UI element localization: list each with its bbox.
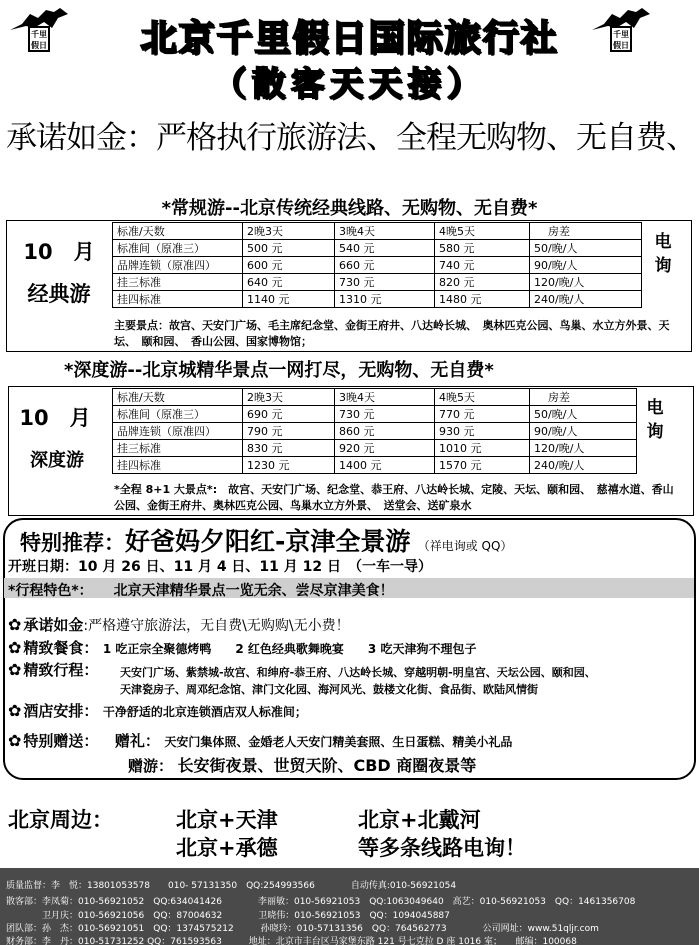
nearby-label: 北京周边： — [8, 808, 113, 832]
cell: 50/晚/人 — [530, 406, 637, 423]
route-item: ✿ 精致行程： — [8, 660, 99, 679]
flower-icon: ✿ — [8, 701, 22, 720]
deep-heading: *深度游--北京城精华景点一网打尽，无购物、无自费* — [64, 360, 494, 381]
cell: 830 元 — [243, 440, 335, 457]
cell: 930 元 — [435, 423, 530, 440]
classic-call: 电 询 — [654, 232, 672, 276]
col-header: 4晚5天 — [435, 389, 530, 406]
row-name: 品牌连锁（原准四） — [113, 423, 243, 440]
deep-frame — [8, 386, 694, 516]
col-header: 3晚4天 — [335, 389, 435, 406]
logo-mark: 千里 假日 — [28, 26, 50, 52]
row-name: 标准间（原准三） — [113, 240, 243, 257]
row-name: 挂三标准 — [113, 440, 243, 457]
classic-frame — [6, 220, 692, 352]
agency-subtitle: （散客天天接） — [213, 64, 486, 103]
footer-line-4: 团队部：孙 杰：010-56921051 QQ：1374575212 孙晓玲：010-57131356 QQ：764562773 公司网址：www.51qljr.com — [6, 924, 599, 934]
gift-item: ✿ 特别赠送： 赠礼： 天安门集体照、金婚老人天安门精美套照、生日蛋糕、精美小礼品 — [8, 731, 513, 750]
cell: 580 元 — [435, 240, 530, 257]
feature-line: *行程特色*： 北京天津精华景点一览无余、尝尽京津美食！ — [8, 583, 394, 599]
nearby-route-1: 北京+天津 — [176, 808, 278, 832]
classic-month: 10 月 — [23, 240, 95, 264]
footer-line-3: 卫月庆：010-56921056 QQ：87004632 卫晓伟：010-56921053 QQ：1094045887 — [6, 911, 450, 921]
cell: 920 元 — [335, 440, 435, 457]
footer-line-1: 质量监督：李 悦：13801053578 010- 57131350 QQ:254993566 自动传真:010-56921054 — [6, 881, 457, 891]
col-header: 房差 — [530, 389, 637, 406]
col-header: 2晚3天 — [243, 389, 335, 406]
col-header: 4晚5天 — [435, 223, 530, 240]
agency-title: 北京千里假日国际旅行社 — [140, 18, 559, 59]
footer-line-2: 散客部：李凤菊：010-56921052 QQ:634041426 李丽敏：010-56921053 QQ:1063049640 高艺：010-56921053 QQ：1461356708 — [6, 897, 636, 907]
cell: 740 元 — [435, 257, 530, 274]
cell: 730 元 — [335, 274, 435, 291]
meal-item: ✿ 精致餐食： 1 吃正宗全聚德烤鸭 2 红色经典歌舞晚宴 3 吃天津狗不理包子 — [8, 638, 477, 657]
cell: 600 元 — [243, 257, 335, 274]
cell: 690 元 — [243, 406, 335, 423]
cell: 730 元 — [335, 406, 435, 423]
cell: 1570 元 — [435, 457, 530, 474]
classic-spots: 主要景点：故宫、天安门广场、毛主席纪念堂、金街王府井、八达岭长城、 奥林匹克公园、鸟巢、水立方外景、天坛、 颐和园、 香山公园、国家博物馆； — [114, 319, 670, 348]
flower-icon: ✿ — [8, 660, 22, 679]
cell: 770 元 — [435, 406, 530, 423]
cell: 1480 元 — [435, 291, 530, 308]
cell: 90/晚/人 — [530, 257, 642, 274]
cell: 660 元 — [335, 257, 435, 274]
row-name: 标准间（原准三） — [113, 406, 243, 423]
row-name: 挂三标准 — [113, 274, 243, 291]
nearby-route-2: 北京+北戴河 — [358, 808, 481, 832]
special-dates: 开班日期：10 月 26 日、11 月 4 日、11 月 12 日 （一车一导） — [8, 559, 433, 575]
col-header: 标准/天数 — [113, 223, 243, 240]
row-name: 挂四标准 — [113, 457, 243, 474]
flower-icon: ✿ — [8, 638, 22, 657]
nearby-route-3: 北京+承德 — [176, 836, 278, 860]
promise-item: ✿ 承诺如金:严格遵守旅游法，无自费\无购购\无小费！ — [8, 615, 350, 634]
flower-icon: ✿ — [8, 731, 22, 750]
cell: 1010 元 — [435, 440, 530, 457]
logo-mark: 千里 假日 — [610, 26, 632, 52]
cell: 1140 元 — [243, 291, 335, 308]
cell: 540 元 — [335, 240, 435, 257]
deep-spots: *全程 8+1 大景点*: 故宫、天安门广场、纪念堂、恭王府、八达岭长城、定陵、天坛、颐和园、 慈禧水道、香山公园、金街王府井、奥林匹克公园、鸟巢水立方外景、 送堂会、送矿泉水 — [114, 483, 674, 512]
row-name: 品牌连锁（原准四） — [113, 257, 243, 274]
nearby-route-4: 等多条线路电询！ — [358, 836, 526, 860]
deep-call: 电 询 — [646, 398, 664, 442]
cell: 790 元 — [243, 423, 335, 440]
gift-line-2: 赠游： 长安街夜景、世贸天阶、CBD 商圈夜景等 — [128, 756, 477, 775]
cell: 240/晚/人 — [530, 457, 637, 474]
cell: 1310 元 — [335, 291, 435, 308]
cell: 240/晚/人 — [530, 291, 642, 308]
flower-icon: ✿ — [8, 615, 22, 634]
footer-line-5: 财务部：李 丹：010-51731252 QQ：761593563 地址：北京市丰台区马家堡东路 121 号七克拉 D 座 1016 室； 邮编：100068 — [6, 937, 577, 945]
row-name: 挂四标准 — [113, 291, 243, 308]
col-header: 标准/天数 — [113, 389, 243, 406]
cell: 1400 元 — [335, 457, 435, 474]
cell: 120/晚/人 — [530, 440, 637, 457]
classic-name: 经典游 — [27, 282, 91, 306]
route-line-1: 天安门广场、紫禁城-故宫、和绅府-恭王府、八达岭长城、穿越明朝-明皇宫、天坛公园、颐和园、 — [120, 666, 596, 679]
deep-month: 10 月 — [19, 406, 91, 430]
col-header: 3晚4天 — [335, 223, 435, 240]
hotel-item: ✿ 酒店安排： 干净舒适的北京连锁酒店双人标准间； — [8, 701, 307, 720]
cell: 860 元 — [335, 423, 435, 440]
cell: 90/晚/人 — [530, 423, 637, 440]
promise-banner: 承诺如金：严格执行旅游法、全程无购物、无自费、 — [6, 120, 696, 156]
cell: 500 元 — [243, 240, 335, 257]
cell: 50/晚/人 — [530, 240, 642, 257]
col-header: 2晚3天 — [243, 223, 335, 240]
deep-name: 深度游 — [30, 450, 84, 471]
special-title: 特别推荐：好爸妈夕阳红-京津全景游 （祥电询或 QQ） — [20, 527, 513, 556]
classic-heading: *常规游--北京传统经典线路、无购物、无自费* — [161, 198, 538, 219]
route-line-2: 天津瓷房子、周邓纪念馆、津门文化园、海河风光、鼓楼文化街、食品街、欧陆风情街 — [120, 683, 538, 696]
contact-footer — [0, 868, 699, 945]
cell: 120/晚/人 — [530, 274, 642, 291]
cell: 1230 元 — [243, 457, 335, 474]
cell: 640 元 — [243, 274, 335, 291]
col-header: 房差 — [530, 223, 642, 240]
cell: 820 元 — [435, 274, 530, 291]
